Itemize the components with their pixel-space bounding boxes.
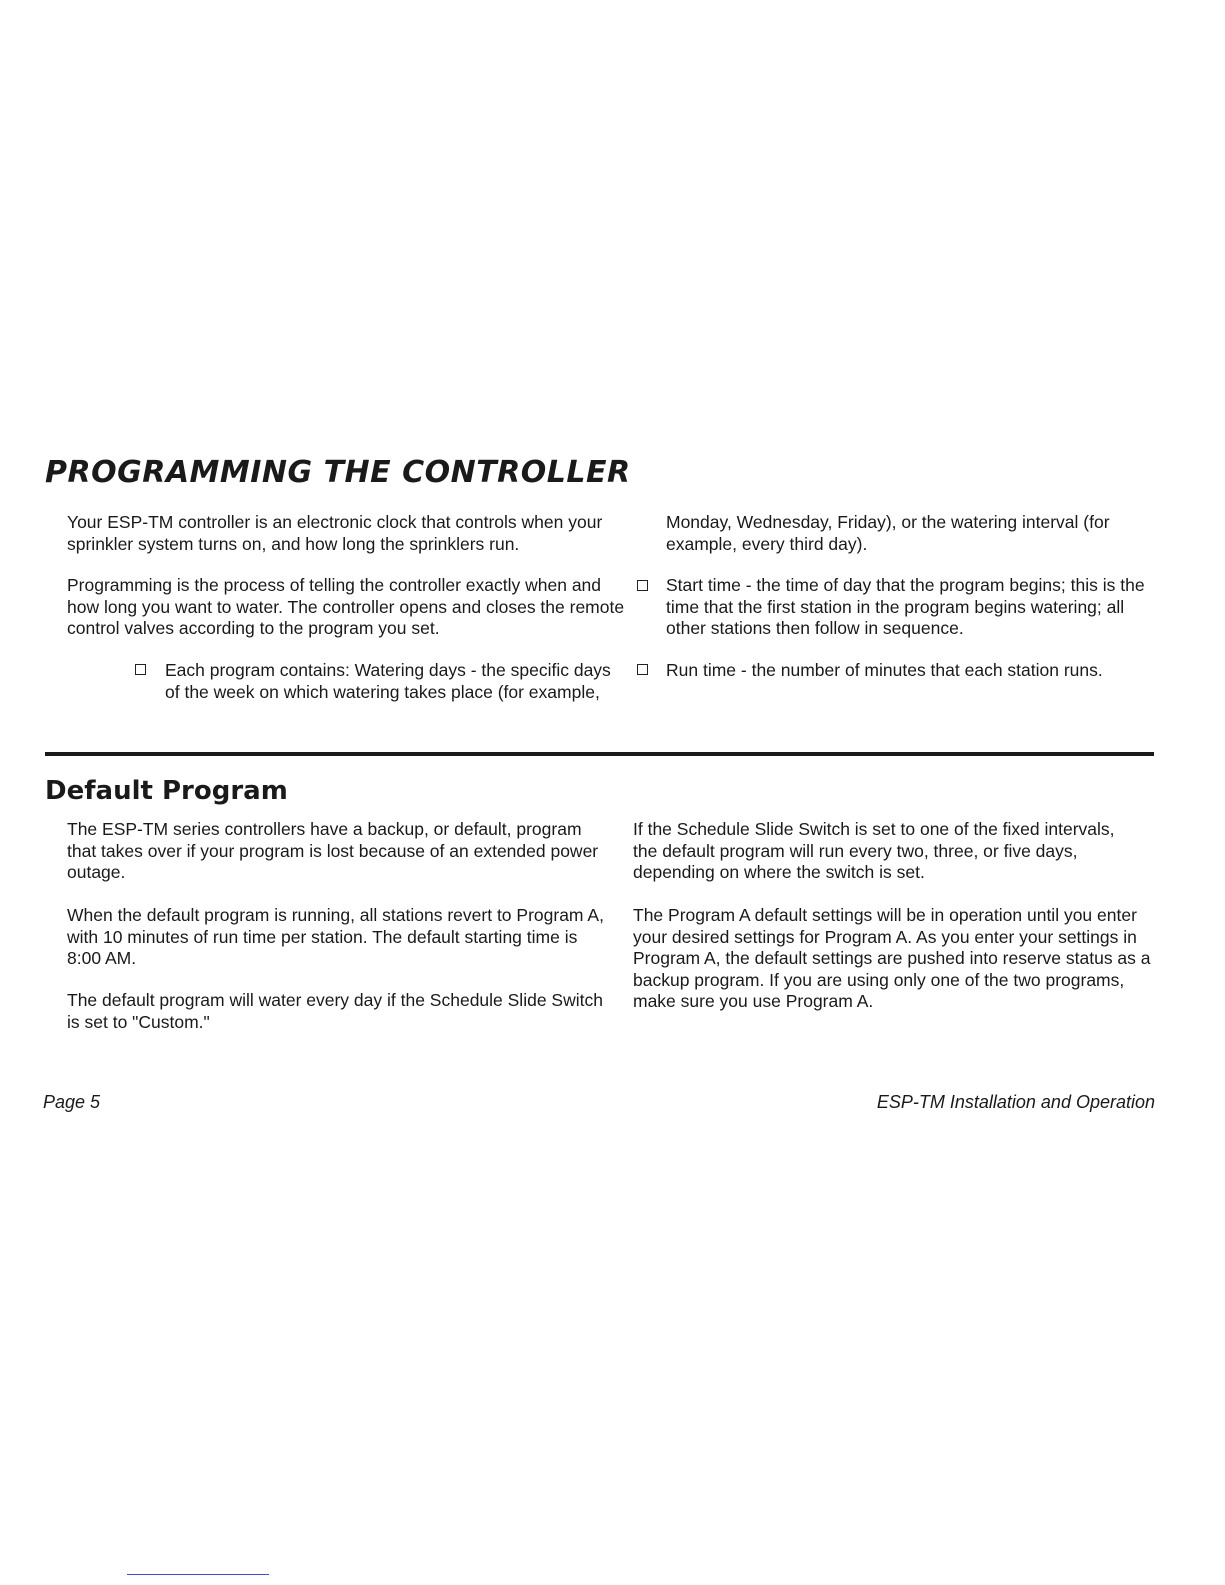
section-divider bbox=[45, 752, 1154, 756]
bullet-watering-days-continuation: Monday, Wednesday, Friday), or the watering interval (for example, every third day). bbox=[666, 512, 1110, 554]
default-paragraph-4: If the Schedule Slide Switch is set to one of the fixed intervals, the default program will run every two, three, or five days, depending on where the switch is set. bbox=[633, 819, 1115, 882]
default-paragraph-1: The ESP-TM series controllers have a backup, or default, program that takes over if your program is lost because of an extended power outage. bbox=[67, 819, 599, 882]
page-number: Page 5 bbox=[43, 1092, 101, 1112]
default-paragraph-2: When the default program is running, all stations revert to Program A, with 10 minutes of run time per station. The default starting time is 8:00 AM. bbox=[67, 905, 604, 968]
bullet-run-time: Run time - the number of minutes that each station runs. bbox=[666, 660, 1103, 680]
bullet-watering-days: Each program contains: Watering days - the specific days of the week on which watering takes place (for example, bbox=[165, 660, 611, 702]
page-title: PROGRAMMING THE CONTROLLER bbox=[45, 455, 631, 490]
default-paragraph-3: The default program will water every day if the Schedule Slide Switch is set to "Custom." bbox=[67, 990, 603, 1032]
intro-paragraph: Your ESP-TM controller is an electronic clock that controls when your sprinkler system turns on, and how long the sprinklers run. bbox=[67, 512, 603, 554]
default-paragraph-5: The Program A default settings will be in operation until you enter your desired settings for Program A. As you enter your settings in Program A, the default settings are pushed into reserve status as a backup program. If you are using only one of the two programs, make sure you use Program A. bbox=[633, 905, 1151, 1011]
section-heading-default-program: Default Program bbox=[45, 776, 288, 806]
checkbox-bullet-icon bbox=[135, 664, 146, 675]
checkbox-bullet-icon bbox=[637, 664, 648, 675]
bullet-start-time: Start time - the time of day that the program begins; this is the time that the first station in the program begins watering; all other stations then follow in sequence. bbox=[666, 575, 1145, 638]
programming-paragraph: Programming is the process of telling the controller exactly when and how long you want to water. The controller opens and closes the remote control valves according to the program you set. bbox=[67, 575, 625, 638]
checkbox-bullet-icon bbox=[637, 580, 648, 591]
bottom-edge-mark bbox=[127, 1574, 269, 1575]
document-title: ESP-TM Installation and Operation bbox=[876, 1092, 1155, 1112]
